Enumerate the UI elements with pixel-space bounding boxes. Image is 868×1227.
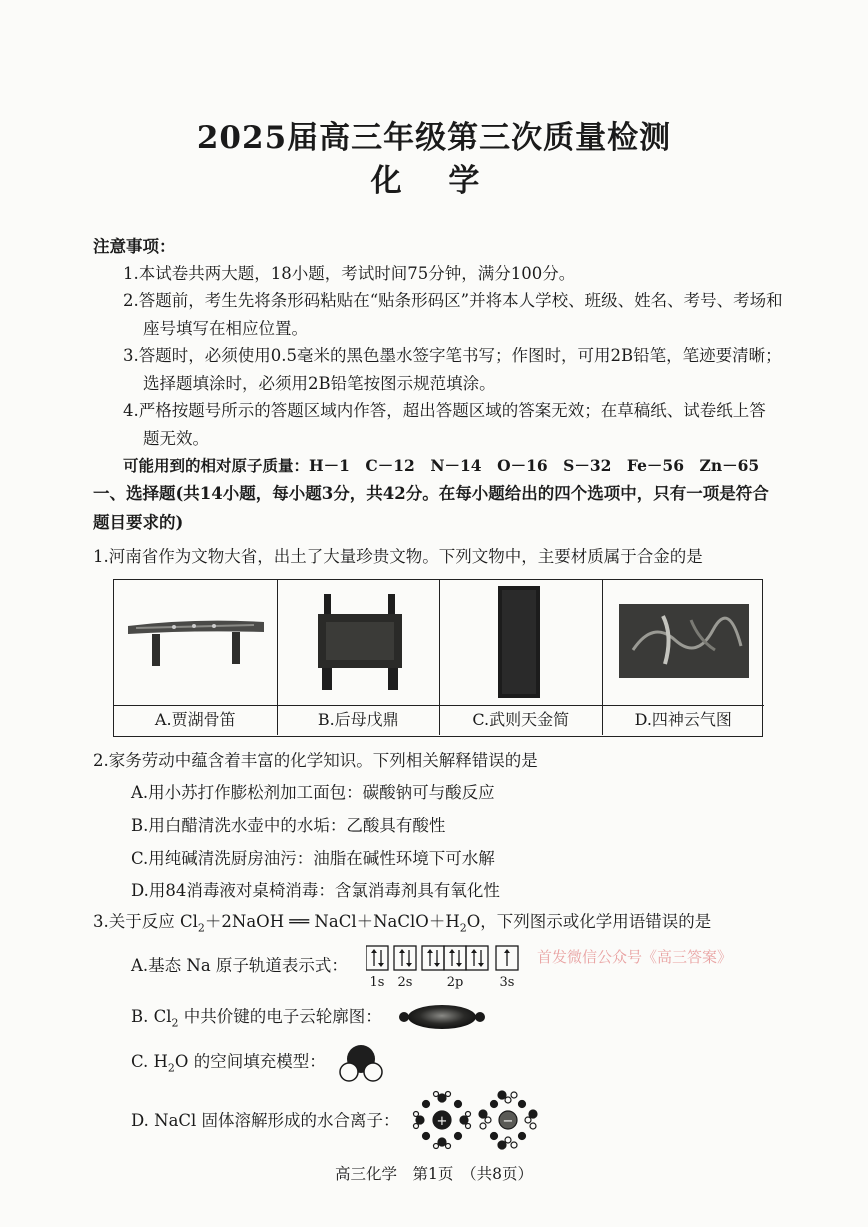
hydrated-ion-diagram [412,1090,542,1150]
question-2-option-a: A.用小苏打作膨松剂加工面包：碳酸钠可与酸反应 [131,783,495,802]
watermark: 首发微信公众号《高三答案》 [537,948,733,966]
notice-item: 4.严格按题号所示的答题区域内作答，超出答题区域的答案无效；在草稿纸、试卷纸上答 [123,401,766,420]
subject-title: 化 学 [370,163,498,199]
notice-item: 3.答题时，必须使用0.5毫米的黑色墨水签字笔书写；作图时，可用2B铅笔，笔迹要清晰； [123,346,782,365]
question-3-option-d: D. NaCl 固体溶解形成的水合离子： [131,1111,400,1130]
question-3-option-a: A.基态 Na 原子轨道表示式： [131,956,348,975]
orbital-label-2p: 2p [446,975,464,990]
bone-flute-image [114,580,277,706]
notice-item: 选择题填涂时，必须用2B铅笔按图示规范填涂。 [143,374,496,393]
svg-text:+: + [436,1114,448,1129]
gold-slip-image [440,580,602,706]
artifact-table [113,579,763,737]
artifact-caption-a: A.贾湖骨笛 [114,705,277,735]
artifact-caption-d: D.四神云气图 [603,705,765,735]
mural-image [603,580,765,706]
artifact-cell-a [114,580,277,735]
question-3-option-c: C. $H_2O$ 的空间填充模型： [131,1052,326,1075]
notice-heading: 注意事项： [93,237,176,256]
electron-cloud-diagram [398,1002,486,1032]
orbital-diagram [366,944,526,992]
artifact-caption-b: B.后母戊鼎 [278,705,440,735]
page-title: 2025届高三年级第三次质量检测 [196,120,672,156]
question-2-option-d: D.用84消毒液对桌椅消毒：含氯消毒剂具有氧化性 [131,881,500,900]
orbital-label-3s: 3s [499,975,515,990]
notice-item: 2.答题前，考生先将条形码粘贴在“贴条形码区”并将本人学校、班级、姓名、考号、考场和 [123,291,783,310]
svg-text:−: − [502,1114,514,1129]
orbital-label-2s: 2s [397,975,413,990]
question-2-option-b: B.用白醋清洗水壶中的水垢：乙酸具有酸性 [131,816,446,835]
question-2-option-c: C.用纯碱清洗厨房油污：油脂在碱性环境下可水解 [131,849,495,868]
notice-item: 1.本试卷共两大题，18小题，考试时间75分钟，满分100分。 [123,264,576,283]
question-1-stem: 1.河南省作为文物大省，出土了大量珍贵文物。下列文物中，主要材质属于合金的是 [93,547,703,566]
notice-item: 座号填写在相应位置。 [143,319,308,338]
artifact-cell-b [277,580,440,735]
artifact-cell-d [602,580,765,735]
section-heading: 一、选择题(共14小题，每小题3分，共42分。在每小题给出的四个选项中，只有一项是符合 [93,484,769,503]
artifact-caption-c: C.武则天金简 [440,705,602,735]
question-2-stem: 2.家务劳动中蕴含着丰富的化学知识。下列相关解释错误的是 [93,751,538,770]
question-3-option-b: B. $Cl_2$ 中共价键的电子云轮廓图： [131,1007,382,1030]
atomic-mass-line: 可能用到的相对原子质量：H－1 C－12 N－14 O－16 S－32 Fe－56 Zn－65 [123,456,760,475]
page-footer: 高三化学 第1页 （共8页） [335,1165,533,1183]
question-3-stem: 3.关于反应 $Cl_2+2NaOH$ ══ $NaCl+NaClO+H_2O$，下列图示或化学用语错误的是 [93,912,712,935]
space-filling-model [338,1042,384,1084]
bronze-ding-image [278,580,440,706]
artifact-cell-c [439,580,602,735]
notice-item: 题无效。 [143,429,209,448]
orbital-label-1s: 1s [369,975,385,990]
section-heading-cont: 题目要求的) [93,513,184,532]
